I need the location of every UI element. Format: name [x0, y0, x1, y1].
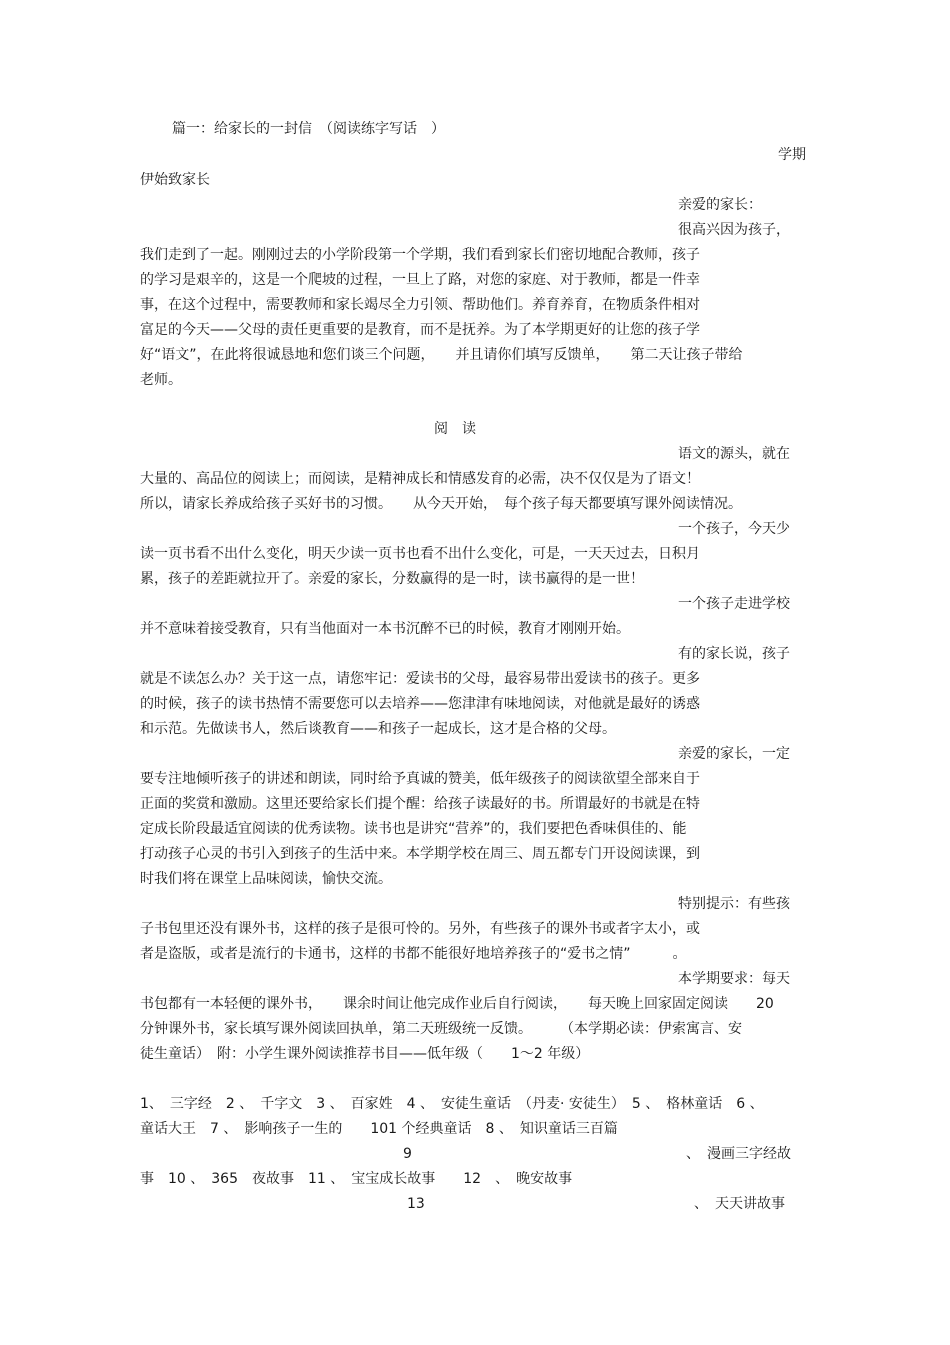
p1-line: 我们走到了一起。刚刚过去的小学阶段第一个学期，我们看到家长们密切地配合教师，孩子: [140, 247, 700, 263]
p1-line: 老师。: [140, 372, 182, 388]
letter-heading: 篇一：给家长的一封信 （阅读练字写话 ）: [172, 121, 445, 137]
p7-line: 者是盗版，或者是流行的卡通书，这样的书都不能很好地培养孩子的“爱书之情” 。: [140, 946, 687, 962]
p2-line: 所以，请家长养成给孩子买好书的习惯。 从今天开始， 每个孩子每天都要填写课外阅读情况。: [140, 496, 742, 512]
p6-line: 正面的奖赏和激励。这里还要给家长们提个醒：给孩子读最好的书。所谓最好的书就是在特: [140, 796, 700, 812]
p2-line: 大量的、高品位的阅读上；而阅读，是精神成长和情感发育的必需，决不仅仅是为了语文！: [140, 471, 700, 487]
p5-line: 和示范。先做读书人，然后谈教育——和孩子一起成长，这才是合格的父母。: [140, 721, 616, 737]
book-list-line: 、 漫画三字经故: [686, 1146, 791, 1162]
p8-line: 书包都有一本轻便的课外书， 课余时间让他完成作业后自行阅读， 每天晚上回家固定阅读 20: [140, 996, 774, 1012]
p1-line: 很高兴因为孩子，: [678, 222, 790, 238]
book-list-line: 1、 三字经 2 、 千字文 3 、 百家姓 4 、 安徒生童话 （丹麦· 安徒生） 5 、 格林童话 6 、: [140, 1096, 764, 1112]
p3-line: 读一页书看不出什么变化，明天少读一页书也看不出什么变化，可是，一天天过去，日积月: [140, 546, 700, 562]
p8-line: 分钟课外书，家长填写课外阅读回执单，第二天班级统一反馈。 （本学期必读：伊索寓言、安: [140, 1021, 742, 1037]
book-list-line: 童话大王 7 、 影响孩子一生的 101 个经典童话 8 、 知识童话三百篇: [140, 1121, 618, 1137]
p7-line: 子书包里还没有课外书，这样的孩子是很可怜的。另外，有些孩子的课外书或者字太小，或: [140, 921, 700, 937]
p2-line: 语文的源头，就在: [678, 446, 790, 462]
p8-line: 本学期要求：每天: [678, 971, 790, 987]
p1-line: 事，在这个过程中，需要教师和家长竭尽全力引领、帮助他们。养育养育，在物质条件相对: [140, 297, 700, 313]
p6-line: 亲爱的家长，一定: [678, 746, 790, 762]
p6-line: 时我们将在课堂上品味阅读，愉快交流。: [140, 871, 392, 887]
term-label: 学期: [778, 147, 806, 163]
p6-line: 定成长阶段最适宜阅读的优秀读物。读书也是讲究“营养”的，我们要把色香味俱佳的、能: [140, 821, 687, 837]
p7-line: 特别提示：有些孩: [678, 896, 790, 912]
book-list-line: 、 天天讲故事: [694, 1196, 785, 1212]
p6-line: 要专注地倾听孩子的讲述和朗读，同时给予真诚的赞美，低年级孩子的阅读欲望全部来自于: [140, 771, 700, 787]
intro-line: 伊始致家长: [140, 172, 210, 188]
p3-line: 一个孩子，今天少: [678, 521, 790, 537]
greeting: 亲爱的家长：: [678, 197, 762, 213]
p5-line: 就是不读怎么办？关于这一点，请您牢记：爱读书的父母，最容易带出爱读书的孩子。更多: [140, 671, 700, 687]
p4-line: 并不意味着接受教育，只有当他面对一本书沉醉不已的时候，教育才刚刚开始。: [140, 621, 630, 637]
section-title: 阅 读: [434, 421, 476, 437]
book-list-line: 9: [403, 1146, 412, 1162]
p5-line: 有的家长说，孩子: [678, 646, 790, 662]
p1-line: 好“语文”，在此将很诚恳地和您们谈三个问题， 并且请你们填写反馈单， 第二天让孩子带给: [140, 347, 743, 363]
p8-line: 徒生童话） 附：小学生课外阅读推荐书目——低年级（ 1～2 年级）: [140, 1046, 590, 1062]
p5-line: 的时候，孩子的读书热情不需要您可以去培养——您津津有味地阅读，对他就是最好的诱惑: [140, 696, 700, 712]
p1-line: 的学习是艰辛的，这是一个爬坡的过程，一旦上了路，对您的家庭、对于教师，都是一件幸: [140, 272, 700, 288]
p1-line: 富足的今天——父母的责任更重要的是教育，而不是抚养。为了本学期更好的让您的孩子学: [140, 322, 700, 338]
p3-line: 累，孩子的差距就拉开了。亲爱的家长，分数赢得的是一时，读书赢得的是一世！: [140, 571, 644, 587]
p6-line: 打动孩子心灵的书引入到孩子的生活中来。本学期学校在周三、周五都专门开设阅读课，到: [140, 846, 700, 862]
p4-line: 一个孩子走进学校: [678, 596, 790, 612]
book-list-line: 事 10 、 365 夜故事 11 、 宝宝成长故事 12 、 晚安故事: [140, 1171, 573, 1187]
book-list-line: 13: [407, 1196, 425, 1212]
